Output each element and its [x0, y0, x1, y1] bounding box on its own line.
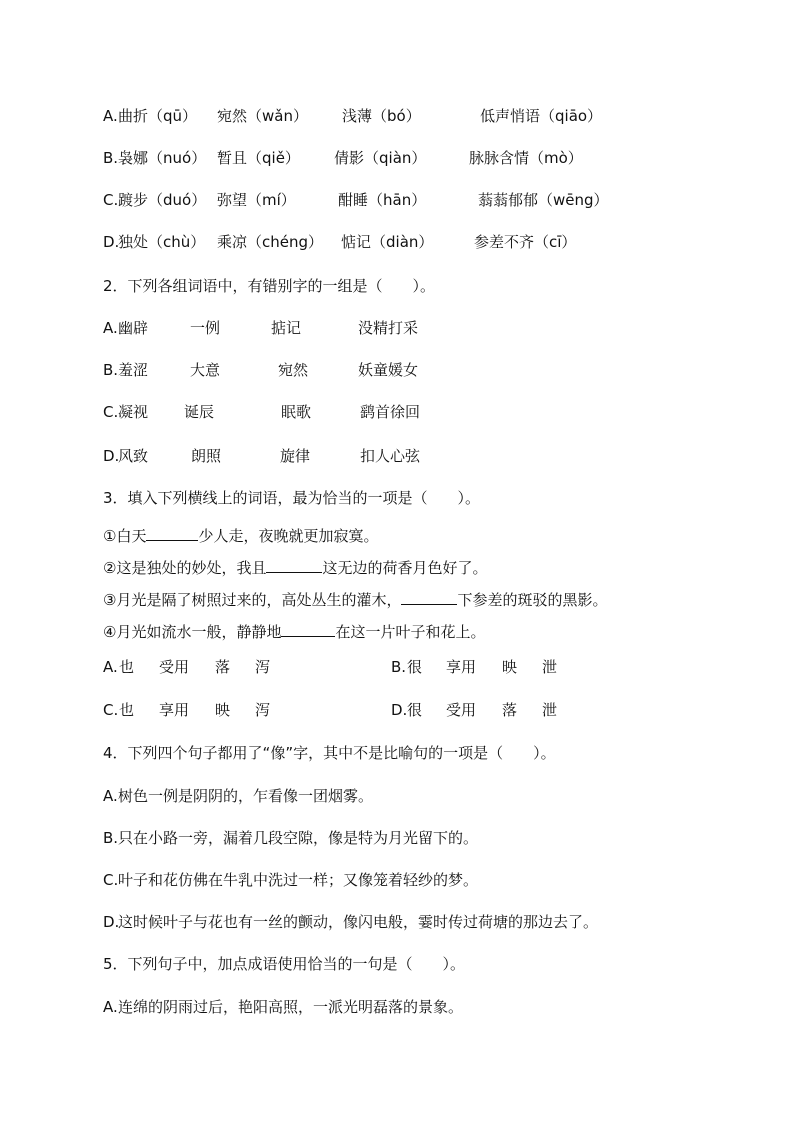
option-label: D. — [103, 233, 120, 251]
option-label: C. — [103, 701, 119, 719]
option-item: 蓊蓊郁郁（wēng） — [478, 191, 609, 209]
option-item: 宛然 — [278, 361, 309, 379]
fill-blank[interactable] — [281, 621, 335, 637]
option-item: 酣睡（hān） — [338, 191, 427, 209]
option-item: 朗照 — [191, 447, 222, 465]
option-text: 这时候叶子与花也有一丝的颤动，像闪电般，霎时传过荷塘的那边去了。 — [118, 913, 599, 931]
option-text: 只在小路一旁，漏着几段空隙，像是特为月光留下的。 — [118, 829, 479, 847]
option-label: A. — [103, 787, 118, 805]
option-label: B. — [103, 829, 119, 847]
option-item: 一例 — [190, 319, 221, 337]
option-text: 树色一例是阴阴的，乍看像一团烟雾。 — [118, 787, 374, 805]
option-item: 落 — [502, 701, 518, 719]
option-label: A. — [103, 319, 118, 337]
sentence-text: ③月光是隔了树照过来的，高处丛生的灌木， — [103, 591, 402, 609]
option-item: 暂且（qiě） — [217, 149, 300, 167]
option-item: 脉脉含情（mò） — [469, 149, 583, 167]
q3-sentence-2 — [103, 557, 487, 577]
option-item: 享用 — [446, 658, 477, 676]
option-label: D. — [103, 447, 120, 465]
sentence-text: ②这是独处的妙处，我且 — [103, 559, 267, 577]
option-item: 扣人心弦 — [360, 447, 421, 465]
option-item: 泄 — [542, 701, 558, 719]
option-item: 旋律 — [280, 447, 311, 465]
option-item: 掂记 — [271, 319, 302, 337]
option-item: 弥望（mí） — [217, 191, 296, 209]
option-item: 幽辟 — [118, 319, 149, 337]
option-label: D. — [103, 913, 120, 931]
option-item: 踱步（duó） — [118, 191, 207, 209]
option-item: 倩影（qiàn） — [334, 149, 427, 167]
option-item: 眠歌 — [281, 403, 312, 421]
sentence-text: 在这一片叶子和花上。 — [335, 623, 486, 641]
option-text: 连绵的阴雨过后，艳阳高照，一派光明磊落的景象。 — [118, 998, 464, 1016]
option-label: D. — [391, 701, 408, 719]
option-item: 浅薄（bó） — [342, 107, 421, 125]
option-item: 受用 — [159, 658, 190, 676]
option-item: 大意 — [190, 361, 221, 379]
option-label: A. — [103, 107, 118, 125]
option-item: 宛然（wǎn） — [217, 107, 308, 125]
fill-blank[interactable] — [266, 557, 322, 573]
option-label: B. — [103, 149, 119, 167]
option-item: 享用 — [159, 701, 190, 719]
option-item: 惦记（diàn） — [341, 233, 434, 251]
option-item: 独处（chù） — [118, 233, 206, 251]
sentence-text: 少人走，夜晚就更加寂寞。 — [198, 527, 379, 545]
fill-blank[interactable] — [401, 589, 457, 605]
option-item: 袅娜（nuó） — [118, 149, 207, 167]
option-item: 也 — [119, 658, 135, 676]
option-item: 也 — [119, 701, 135, 719]
q3-sentence-3 — [103, 589, 607, 609]
option-item: 风致 — [118, 447, 149, 465]
q3-stem: 3．填入下列横线上的词语，最为恰当的一项是（ ）。 — [103, 489, 481, 507]
option-text: 叶子和花仿佛在牛乳中洗过一样；又像笼着轻纱的梦。 — [118, 871, 479, 889]
option-item: 乘凉（chéng） — [217, 233, 324, 251]
option-item: 很 — [407, 701, 423, 719]
option-item: 参差不齐（cī） — [474, 233, 577, 251]
option-item: 凝视 — [118, 403, 149, 421]
q4-stem: 4．下列四个句子都用了“像”字，其中不是比喻句的一项是（ ）。 — [103, 744, 556, 762]
option-label: B. — [391, 658, 407, 676]
option-item: 很 — [407, 658, 423, 676]
option-label: A. — [103, 658, 118, 676]
sentence-text: ④月光如流水一般，静静地 — [103, 623, 282, 641]
option-item: 没精打采 — [358, 319, 419, 337]
option-item: 鹞首徐回 — [360, 403, 421, 421]
option-item: 泻 — [255, 658, 271, 676]
option-item: 落 — [215, 658, 231, 676]
option-item: 低声悄语（qiāo） — [480, 107, 603, 125]
option-item: 妖童媛女 — [358, 361, 419, 379]
option-label: C. — [103, 403, 119, 421]
option-item: 受用 — [446, 701, 477, 719]
sentence-text: 这无边的荷香月色好了。 — [322, 559, 488, 577]
sentence-text: 下参差的斑驳的黑影。 — [457, 591, 608, 609]
option-label: C. — [103, 871, 119, 889]
option-label: A. — [103, 998, 118, 1016]
option-label: B. — [103, 361, 119, 379]
option-item: 映 — [502, 658, 518, 676]
option-item: 诞辰 — [184, 403, 215, 421]
q5-stem: 5．下列句子中，加点成语使用恰当的一句是（ ）。 — [103, 955, 466, 973]
option-item: 羞涩 — [118, 361, 149, 379]
sentence-text: ①白天 — [103, 527, 147, 545]
q3-sentence-1 — [103, 525, 378, 545]
q2-stem: 2．下列各组词语中，有错别字的一组是（ ）。 — [103, 277, 436, 295]
option-item: 泄 — [542, 658, 558, 676]
option-item: 曲折（qū） — [118, 107, 198, 125]
option-label: C. — [103, 191, 119, 209]
option-item: 泻 — [255, 701, 271, 719]
option-item: 映 — [215, 701, 231, 719]
fill-blank[interactable] — [146, 525, 198, 541]
q3-sentence-4 — [103, 621, 485, 641]
